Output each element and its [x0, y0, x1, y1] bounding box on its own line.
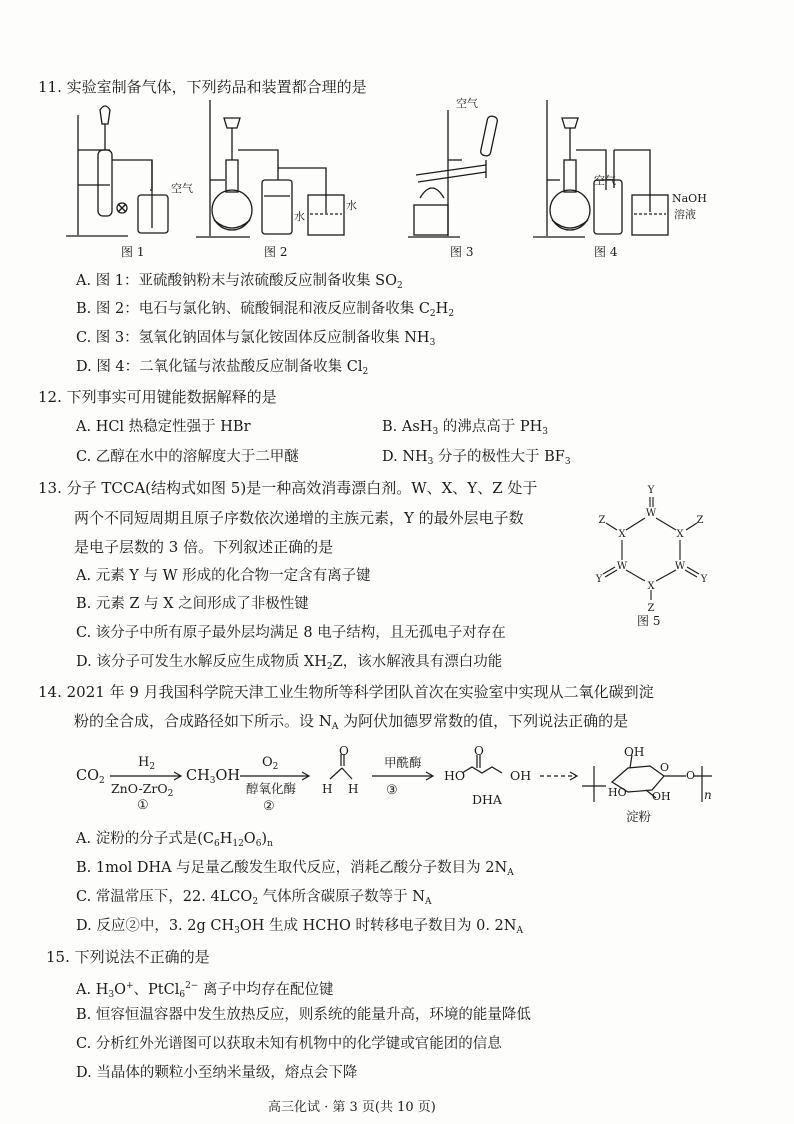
- q14-option-c: C. 常温常压下，22. $4LCO_2$ 气体所含碳原子数等于 $N_A$: [76, 889, 432, 907]
- scheme-hcho-h1: H: [322, 782, 333, 796]
- q14-stem-line2: 粉的全合成，合成路径如下所示。设 $N_A$ 为阿伏加德罗常数的值，下列说法正确的是: [74, 712, 629, 732]
- q14-option-b: B. 1mol DHA 与足量乙酸发生取代反应，消耗乙酸分子数目为 $2N_A$: [76, 860, 514, 878]
- q14-option-d: D. 反应②中，3. 2g $CH_3OH$ 生成 HCHO 时转移电子数目为 0. $2N_A$: [76, 918, 523, 936]
- scheme-step2-enzyme: 醇氧化酶: [246, 781, 297, 796]
- q12-option-a: A. HCl 热稳定性强于 HBr: [76, 419, 251, 435]
- q13-option-d: D. 该分子可发生水解反应生成物质 $XH_2Z$，该水解液具有漂白功能: [76, 654, 503, 672]
- scheme-hcho-h2: H: [348, 782, 359, 796]
- fig5-caption: 图 5: [637, 614, 661, 628]
- scheme-step3-number: ③: [386, 783, 398, 798]
- scheme-step2-number: ②: [263, 799, 275, 814]
- scheme-starch-link-o: O: [686, 769, 696, 782]
- q12-option-b: B. AsH$_3$ 的沸点高于 $PH_3$: [382, 419, 549, 437]
- fig4-air-label: 空气: [594, 174, 616, 187]
- q13-option-c: C. 该分子中所有原子最外层均满足 8 电子结构，且无孤电子对存在: [76, 625, 506, 641]
- q11-option-a: A. 图 1：亚硫酸钠粉末与浓硫酸反应制备收集 $SO_2$: [76, 273, 403, 291]
- scheme-starch-ring-o: O: [660, 761, 670, 774]
- scheme-starch-oh-bottom: OH: [652, 790, 671, 803]
- fig5-atom-y-top: Y: [647, 485, 655, 496]
- q13-stem-line2: 两个不同短周期且原子序数依次递增的主族元素，Y 的最外层电子数: [74, 509, 524, 527]
- scheme-step1-number: ①: [137, 798, 149, 813]
- scheme-hcho-oxygen: O: [339, 744, 349, 758]
- q15-option-b: B. 恒容恒温容器中发生放热反应，则系统的能量升高，环境的能量降低: [76, 1007, 531, 1023]
- fig5-atom-y-left: Y: [595, 574, 603, 585]
- q15-option-d: D. 当晶体的颗粒小至纳米量级，熔点会下降: [76, 1065, 358, 1081]
- fig5-atom-w-top: W: [645, 508, 657, 519]
- scheme-dha-label: DHA: [472, 792, 502, 807]
- q14-stem-line1: 14. 2021 年 9 月我国科学院天津工业生物所等科学团队首次在实验室中实现从二氧化碳到淀: [38, 683, 654, 701]
- fig4-caption: 图 4: [594, 245, 618, 259]
- scheme-co2: $CO_2$: [76, 768, 105, 786]
- scheme-ch3oh: $CH_3OH$: [186, 768, 241, 786]
- fig2-caption: 图 2: [264, 245, 288, 259]
- fig5-atom-x-right: X: [676, 529, 684, 540]
- q12-option-c: C. 乙醇在水中的溶解度大于二甲醚: [76, 449, 299, 465]
- scheme-step2-reagent: $O_2$: [262, 755, 279, 772]
- fig5-atom-w-left: W: [616, 561, 628, 572]
- q12-stem: 12. 下列事实可用键能数据解释的是: [38, 388, 277, 406]
- q15-option-a: A. $H_3O^+$、PtCl$_6^{2-}$ 离子中均存在配位键: [76, 981, 334, 1000]
- scheme-starch-label: 淀粉: [626, 809, 652, 824]
- q11-option-b: B. 图 2：电石与氯化钠、硫酸铜混和液反应制备收集 $C_2H_2$: [76, 301, 455, 319]
- q11-option-d: D. 图 4：二氧化锰与浓盐酸反应制备收集 $Cl_2$: [76, 359, 369, 377]
- q13-option-b: B. 元素 Z 与 X 之间形成了非极性键: [76, 596, 309, 612]
- q11-option-c: C. 图 3：氢氧化钠固体与氯化铵固体反应制备收集 $NH_3$: [76, 330, 436, 348]
- q13-stem-line3: 是电子层数的 3 倍。下列叙述正确的是: [74, 538, 334, 556]
- fig5-atom-w-right: W: [674, 561, 686, 572]
- q15-option-c: C. 分析红外光谱图可以获取未知有机物中的化学键或官能团的信息: [76, 1036, 502, 1052]
- scheme-dha-ho: HO: [444, 768, 466, 783]
- scheme-step3-enzyme: 甲酰酶: [384, 755, 422, 770]
- scheme-dha-oh: OH: [510, 768, 532, 783]
- scheme-starch-oh-top: OH: [624, 745, 645, 759]
- fig5-atom-z-bottom: Z: [647, 603, 655, 614]
- fig4-solution-label: 溶液: [674, 208, 696, 221]
- fig4-naoh-label: NaOH: [672, 192, 707, 205]
- q12-option-d: D. $NH_3$ 分子的极性大于 $BF_3$: [382, 449, 571, 467]
- q15-stem: 15. 下列说法不正确的是: [46, 948, 210, 966]
- q13-stem-line1: 13. 分子 TCCA(结构式如图 5)是一种高效消毒漂白剂。W、X、Y、Z 处于: [38, 479, 538, 497]
- fig5-atom-x-left: X: [618, 529, 626, 540]
- q13-option-a: A. 元素 Y 与 W 形成的化合物一定含有离子键: [76, 568, 371, 584]
- scheme-starch-ho: HO: [608, 786, 627, 799]
- fig5-atom-z-right: Z: [696, 515, 704, 526]
- fig1-air-label: 空气: [171, 182, 193, 195]
- fig2-water-label-1: 水: [294, 210, 305, 223]
- fig3-caption: 图 3: [450, 245, 474, 259]
- scheme-step1-reagent: $H_2$: [138, 755, 156, 772]
- q11-stem: 11. 实验室制备气体，下列药品和装置都合理的是: [38, 78, 367, 96]
- fig5-atom-x-bottom: X: [647, 581, 655, 592]
- fig5-atom-y-right: Y: [700, 574, 708, 585]
- scheme-step1-catalyst: ZnO-ZrO$_2$: [111, 781, 174, 799]
- fig1-caption: 图 1: [121, 245, 145, 259]
- fig3-air-label: 空气: [456, 97, 478, 110]
- page-footer: 高三化试 · 第 3 页(共 10 页): [268, 1100, 436, 1115]
- scheme-starch-n: n: [704, 788, 712, 802]
- fig5-atom-z-left: Z: [598, 515, 606, 526]
- fig2-water-label-2: 水: [346, 199, 357, 212]
- q14-option-a: A. 淀粉的分子式是$(C_6H_{12}O_6)_n$: [76, 831, 273, 849]
- scheme-dha-oxygen: O: [474, 744, 484, 758]
